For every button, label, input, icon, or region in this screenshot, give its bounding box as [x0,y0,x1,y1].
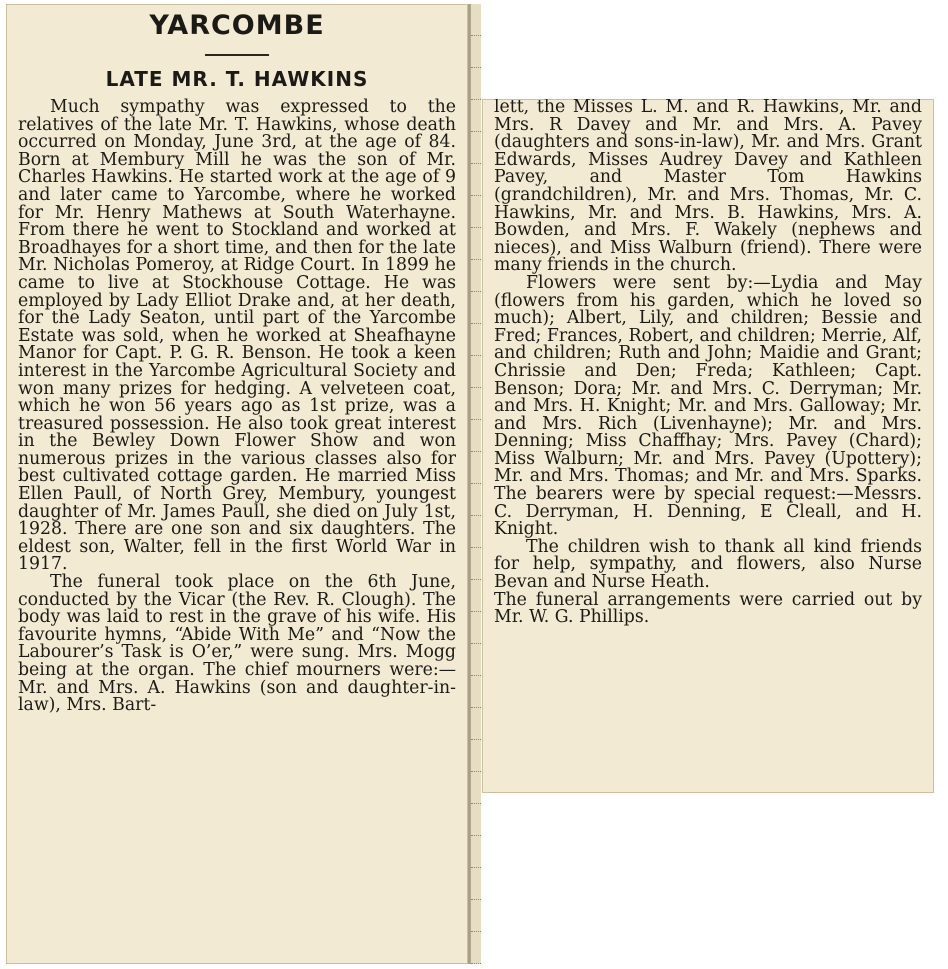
paragraph-funeral: The funeral took place on the 6th June, conducted by the Vicar (the Rev. R. Clough). The body was laid to rest in the grave of his wife. His favourite hymns, “Abide With Me” and “Now the Labourer’s Task is O’er,” were sung. Mrs. Mogg being at the organ. The chief mourners were:—Mr. and Mrs. A. Hawkins (son and daughter-in-law), Mrs. Bart- [18,572,456,716]
right-column [494,99,922,627]
left-column [18,4,456,715]
paragraph-thanks: The children wish to thank all kind friends for help, sympathy, and flowers, also Nurse Bevan and Nurse Heath. [494,536,922,593]
paragraph-mourners: lett, the Misses L. M. and R. Hawkins, Mr. and Mrs. R Davey and Mr. and Mrs. A. Pavey (daughters and sons-in-law), Mr. and Mrs. Grant Edwards, Misses Audrey Davey and Kathleen Pavey, and Master Tom Hawkins (grandchildren), Mr. and Mrs. Thomas, Mr. C. Hawkins, Mr. and Mrs. B. Hawkins, Mrs. A. Bowden, and Mrs. F. Wakely (nephews and nieces), and Miss Walburn (friend). There were many friends in the church. [494,99,922,276]
adjacent-column-edge [470,4,481,964]
obituary-clipping-left [6,4,470,964]
obituary-clipping-right [482,99,934,793]
paragraph-biography: Much sympathy was expressed to the relatives of the late Mr. T. Hawkins, whose death occurred on Monday, June 3rd, at the age of 84. Born at Membury Mill he was the son of Mr. Charles Hawkins. He started work at the age of 9 and later came to Yarcombe, where he worked for Mr. Henry Mathews at South Waterhayne. From there he went to Stockland and worked at Broadhayes for a short time, and then for the late Mr. Nicholas Pomeroy, at Ridge Court. In 1899 he came to live at Stockhouse Cottage. He was employed by Lady Elliot Drake and, at her death, for the Lady Seaton, until part of the Yarcombe Estate was sold, when he worked at Sheafhayne Manor for Capt. P. G. R. Benson. He took a keen interest in the Yarcombe Agricultural Society and won many prizes for hedging. A velveteen coat, which he won 56 years ago as 1st prize, was a treasured possession. He also took great interest in the Bewley Down Flower Show and won numerous prizes in the various classes also for best cultivated cottage garden. He married Miss Ellen Paull, of North Grey, Membury, youngest daughter of Mr. James Paull, she died on July 1st, 1928. There are one son and six daughters. The eldest son, Walter, fell in the first World War in 1917. [18,97,456,575]
heading-divider [205,54,269,56]
place-heading: YARCOMBE [149,10,325,41]
paragraph-arrangements: The funeral arrangements were carried out by Mr. W. G. Phillips. [494,589,922,628]
headline: LATE MR. T. HAWKINS [105,67,369,91]
paragraph-flowers: Flowers were sent by:—Lydia and May (flowers from his garden, which he loved so much); Albert, Lily, and children; Bessie and Fred; Frances, Robert, and children; Merrie, Alf, and children; Ruth and John; Maidie and Grant; Chrissie and Den; Freda; Kathleen; Capt. Benson; Dora; Mr. and Mrs. C. Derryman; Mr. and Mrs. H. Knight; Mr. and Mrs. Galloway; Mr. and Mrs. Rich (Livenhayne); Mr. and Mrs. Denning; Miss Chaffhay; Mrs. Pavey (Chard); Miss Walburn; Mr. and Mrs. Pavey (Upottery); Mr. and Mrs. Thomas; and Mr. and Mrs. Sparks. The bearers were by special request:—Messrs. C. Derryman, H. Denning, E Cleall, and H. Knight. [494,272,922,540]
